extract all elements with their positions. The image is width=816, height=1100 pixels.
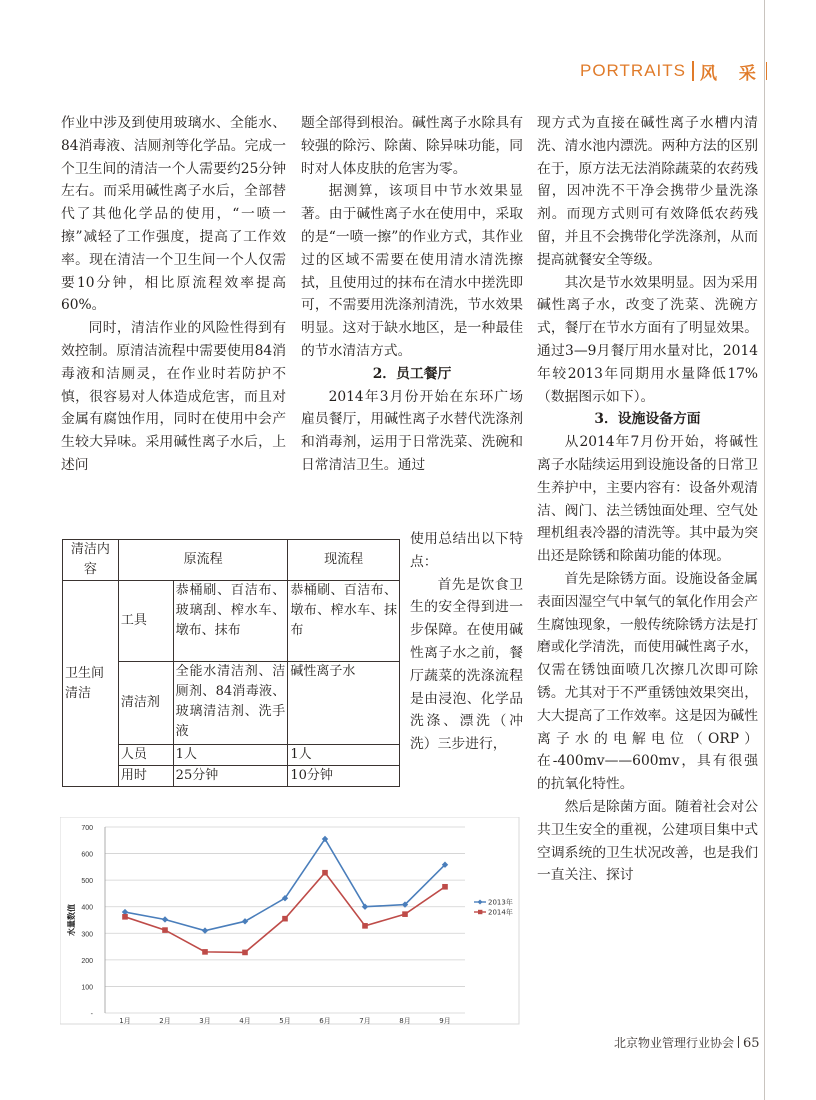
middle-column — [301, 112, 523, 477]
legend-label: 2013年 — [488, 898, 513, 907]
y-tick-label: 300 — [81, 931, 93, 939]
table-header-cell: 原流程 — [118, 540, 287, 581]
table-cell: 恭桶刷、百洁布、玻璃刮、榨水车、墩布、抹布 — [173, 581, 288, 662]
subheading: 3．设施设备方面 — [594, 411, 701, 428]
x-tick-label: 1月 — [119, 1017, 131, 1025]
table-cell: 1人 — [173, 745, 288, 766]
table-cell: 人员 — [118, 745, 173, 766]
paragraph: 首先是除锈方面。设施设备金属表面因湿空气中氧气的氧化作用会产生腐蚀现象，一般传统除锈方法是打磨或化学清洗，而使用碱性离子水，仅需在锈蚀面喷几次擦几次即可除锈。尤其对于不严重锈蚀效果突出，大大提高了工作效率。这是因为碱性离子水的电解电位（ORP）在-400mv——600mv，具有很强的抗氧化特性。 — [537, 570, 758, 793]
right-column — [537, 112, 758, 887]
y-tick-label: 500 — [81, 878, 93, 886]
footer-divider — [738, 1036, 739, 1048]
section-title-cn: 风 采 — [699, 63, 764, 84]
y-tick-label: 200 — [81, 957, 93, 965]
paragraph: 题全部得到根治。碱性离子水除具有较强的除污、除菌、除异味功能，同时对人体皮肤的危害为零。 — [301, 115, 523, 177]
data-point — [442, 884, 448, 890]
paragraph: 作业中涉及到使用玻璃水、全能水、84消毒液、洁厕剂等化学品。完成一个卫生间的清洁一个人需要约25分钟左右。而采用碱性离子水后，全部替代了其他化学品的使用，“一喷一擦”减轻了工作强度，提高了工作效率。现在清洁一个卫生间一个人仅需要10分钟，相比原流程效率提高60%。 — [61, 115, 286, 314]
header-divider — [692, 61, 694, 81]
table-cell: 恭桶刷、百洁布、墩布、榨水车、抹布 — [288, 581, 400, 662]
data-point — [282, 916, 288, 922]
legend-label: 2014年 — [488, 908, 513, 917]
header-end-rule — [766, 62, 767, 80]
y-tick-label: 600 — [81, 851, 93, 859]
footer-org: 北京物业管理行业协会 — [614, 1036, 735, 1050]
data-point — [242, 950, 248, 956]
table-cell: 清洁剂 — [118, 662, 173, 745]
x-tick-label: 6月 — [319, 1017, 331, 1025]
data-point — [322, 870, 328, 876]
data-point — [402, 911, 408, 917]
y-tick-label: 700 — [81, 825, 93, 832]
table-header-row — [63, 540, 400, 581]
paragraph: 使用总结出以下特点： — [410, 531, 523, 570]
chart-frame — [60, 817, 519, 1024]
table-cell: 25分钟 — [173, 766, 288, 787]
section-header — [580, 58, 767, 84]
paragraph: 其次是节水效果明显。因为采用碱性离子水，改变了洗菜、洗碗方式，餐厅在节水方面有了明显效果。通过3—9月餐厅用水量对比，2014年较2013年同期用水量降低17%（数据图示如下）。 — [537, 274, 758, 405]
x-tick-label: 8月 — [399, 1017, 411, 1025]
left-column — [61, 112, 286, 477]
comparison-table — [62, 539, 400, 787]
subheading: 2．员工餐厅 — [372, 365, 452, 382]
paragraph: 2014年3月份开始在东环广场雇员餐厅，用碱性离子水替代洗涤剂和消毒剂，运用于日常洗菜、洗碗和日常清洁卫生。通过 — [301, 388, 523, 473]
y-tick-label: 400 — [81, 904, 93, 912]
chart-svg — [60, 817, 520, 1025]
table-header-cell: 现流程 — [288, 540, 400, 581]
table-cell: 全能水清洁剂、洁厕剂、84消毒液、玻璃清洁剂、洗手液 — [173, 662, 288, 745]
paragraph: 首先是饮食卫生的安全得到进一步保障。在使用碱性离子水之前，餐厅蔬菜的洗涤流程是由浸泡、化学品洗涤、漂洗（冲洗）三步进行， — [410, 576, 523, 753]
table-cell: 10分钟 — [288, 766, 400, 787]
page-number: 65 — [743, 1036, 760, 1051]
paragraph: 从2014年7月份开始，将碱性离子水陆续运用到设施设备的日常卫生养护中，主要内容有：设备外观清洁、阀门、法兰锈蚀面处理、空气处理机组表冷器的清洗等。其中最为突出还是除锈和除菌功能的体现。 — [537, 434, 758, 565]
x-tick-label: 2月 — [159, 1017, 171, 1025]
water-usage-chart — [60, 817, 520, 1025]
table-header-cell: 清洁内容 — [63, 540, 119, 581]
paragraph: 现方式为直接在碱性离子水槽内清洗、清水池内漂洗。两种方法的区别在于，原方法无法消除蔬菜的农药残留，因冲洗不干净会携带少量洗涤剂。而现方式则可有效降低农药残留，并且不会携带化学洗涤剂，从而提高就餐安全等级。 — [537, 115, 758, 268]
x-tick-label: 3月 — [199, 1017, 211, 1025]
paragraph: 同时，清洁作业的风险性得到有效控制。原清洁流程中需要使用84消毒液和洁厕灵，在作业时若防护不慎，很容易对人体造成危害，而且对金属有腐蚀作用，同时在使用中会产生较大异味。采用碱性离子水后，上述问 — [61, 320, 286, 473]
data-point — [202, 949, 208, 955]
legend-marker — [478, 910, 482, 914]
data-point — [362, 923, 368, 929]
y-axis-label: 水量数值 — [67, 904, 76, 936]
table-cell: 1人 — [288, 745, 400, 766]
section-title-en: PORTRAITS — [580, 61, 686, 80]
data-point — [122, 914, 128, 920]
y-tick-label: 100 — [81, 984, 93, 992]
x-tick-label: 9月 — [439, 1017, 451, 1025]
data-point — [162, 927, 168, 933]
x-tick-label: 7月 — [359, 1017, 371, 1025]
paragraph: 据测算，该项目中节水效果显著。由于碱性离子水在使用中，采取的是“一喷一擦”的作业方式，其作业过的区域不需要在使用清水清洗擦拭，且使用过的抹布在清水中搓洗即可，不需要用洗涤剂清洗，节水效果明显。这对于缺水地区，是一种最佳的节水清洁方式。 — [301, 183, 523, 359]
table-row — [63, 581, 400, 662]
table-cell: 工具 — [118, 581, 173, 662]
y-tick-label: - — [90, 1011, 93, 1018]
x-tick-label: 5月 — [279, 1017, 291, 1025]
page-edge-rule — [764, 0, 765, 1100]
x-tick-label: 4月 — [239, 1017, 251, 1025]
table-row-label: 卫生间清洁 — [63, 581, 119, 787]
middle-column-wrap — [410, 528, 523, 756]
paragraph: 然后是除菌方面。随着社会对公共卫生安全的重视，公建项目集中式空调系统的卫生状况改善，也是我们一直关注、探讨 — [537, 798, 758, 884]
table-cell: 用时 — [118, 766, 173, 787]
table-cell: 碱性离子水 — [288, 662, 400, 745]
page-footer — [614, 1034, 760, 1051]
